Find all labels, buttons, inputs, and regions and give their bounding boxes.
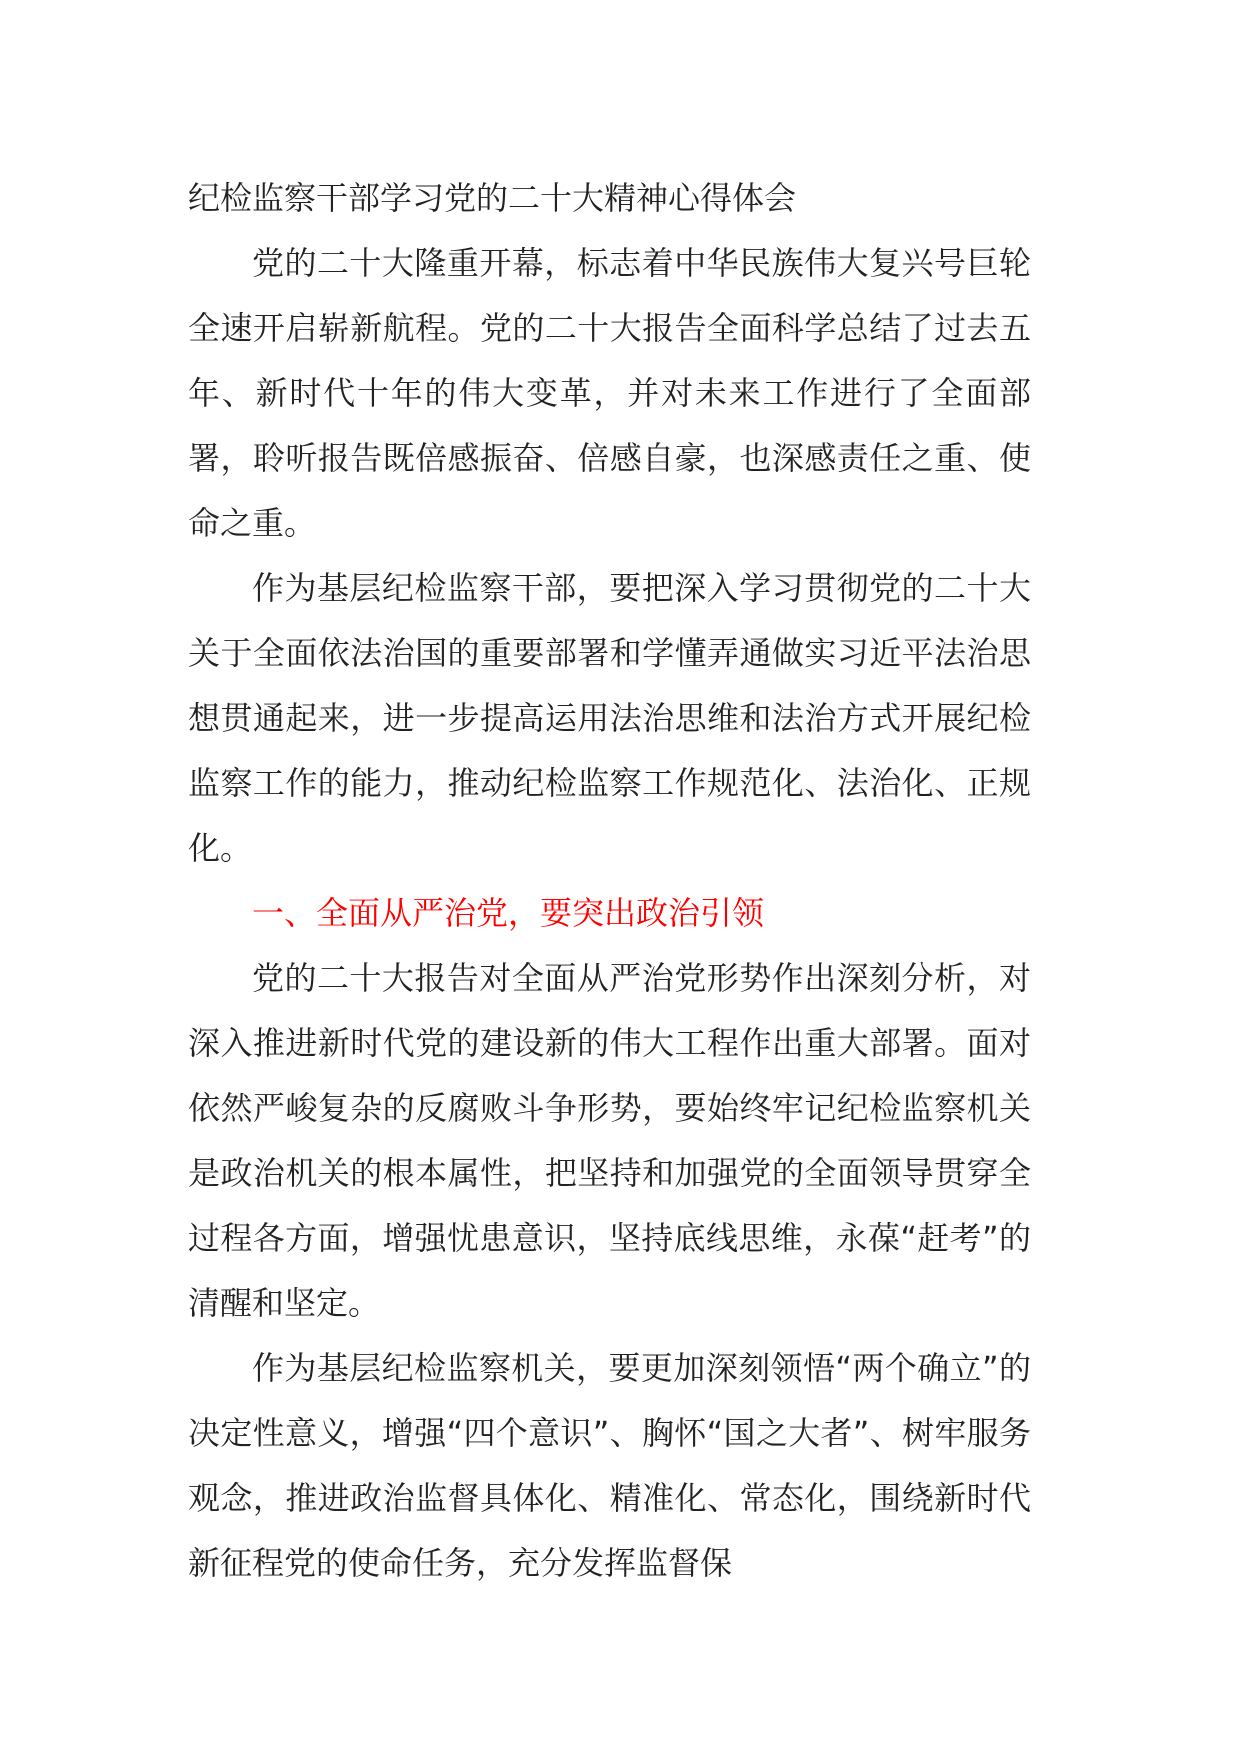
paragraph-grassroots-organ: 作为基层纪检监察机关，要更加深刻领悟“两个确立”的决定性意义，增强“四个意识”、胸怀“国之大者”、树牢服务观念，推进政治监督具体化、精准化、常态化，围绕新时代新征程党的使命任务，充分发挥监督保 <box>188 1349 1031 1582</box>
paragraph-party-discipline: 党的二十大报告对全面从严治党形势作出深刻分析，对深入推进新时代党的建设新的伟大工程作出重大部署。面对依然严峻复杂的反腐败斗争形势，要始终牢记纪检监察机关是政治机关的根本属性，把坚持和加强党的全面领导贯穿全过程各方面，增强忧患意识，坚持底线思维，永葆“赶考”的清醒和坚定。 <box>188 959 1031 1322</box>
section-heading: 一、全面从严治党，要突出政治引领 <box>252 894 765 932</box>
paragraph-rule-of-law: 作为基层纪检监察干部，要把深入学习贯彻党的二十大关于全面依法治国的重要部署和学懂弄通做实习近平法治思想贯通起来，进一步提高运用法治思维和法治方式开展纪检监察工作的能力，推动纪检监察工作规范化、法治化、正规化。 <box>188 569 1031 867</box>
document-page <box>188 166 1031 1596</box>
paragraph-intro: 党的二十大隆重开幕，标志着中华民族伟大复兴号巨轮全速开启崭新航程。党的二十大报告全面科学总结了过去五年、新时代十年的伟大变革，并对未来工作进行了全面部署，聆听报告既倍感振奋、倍感自豪，也深感责任之重、使命之重。 <box>188 244 1031 542</box>
document-title: 纪检监察干部学习党的二十大精神心得体会 <box>188 179 797 217</box>
